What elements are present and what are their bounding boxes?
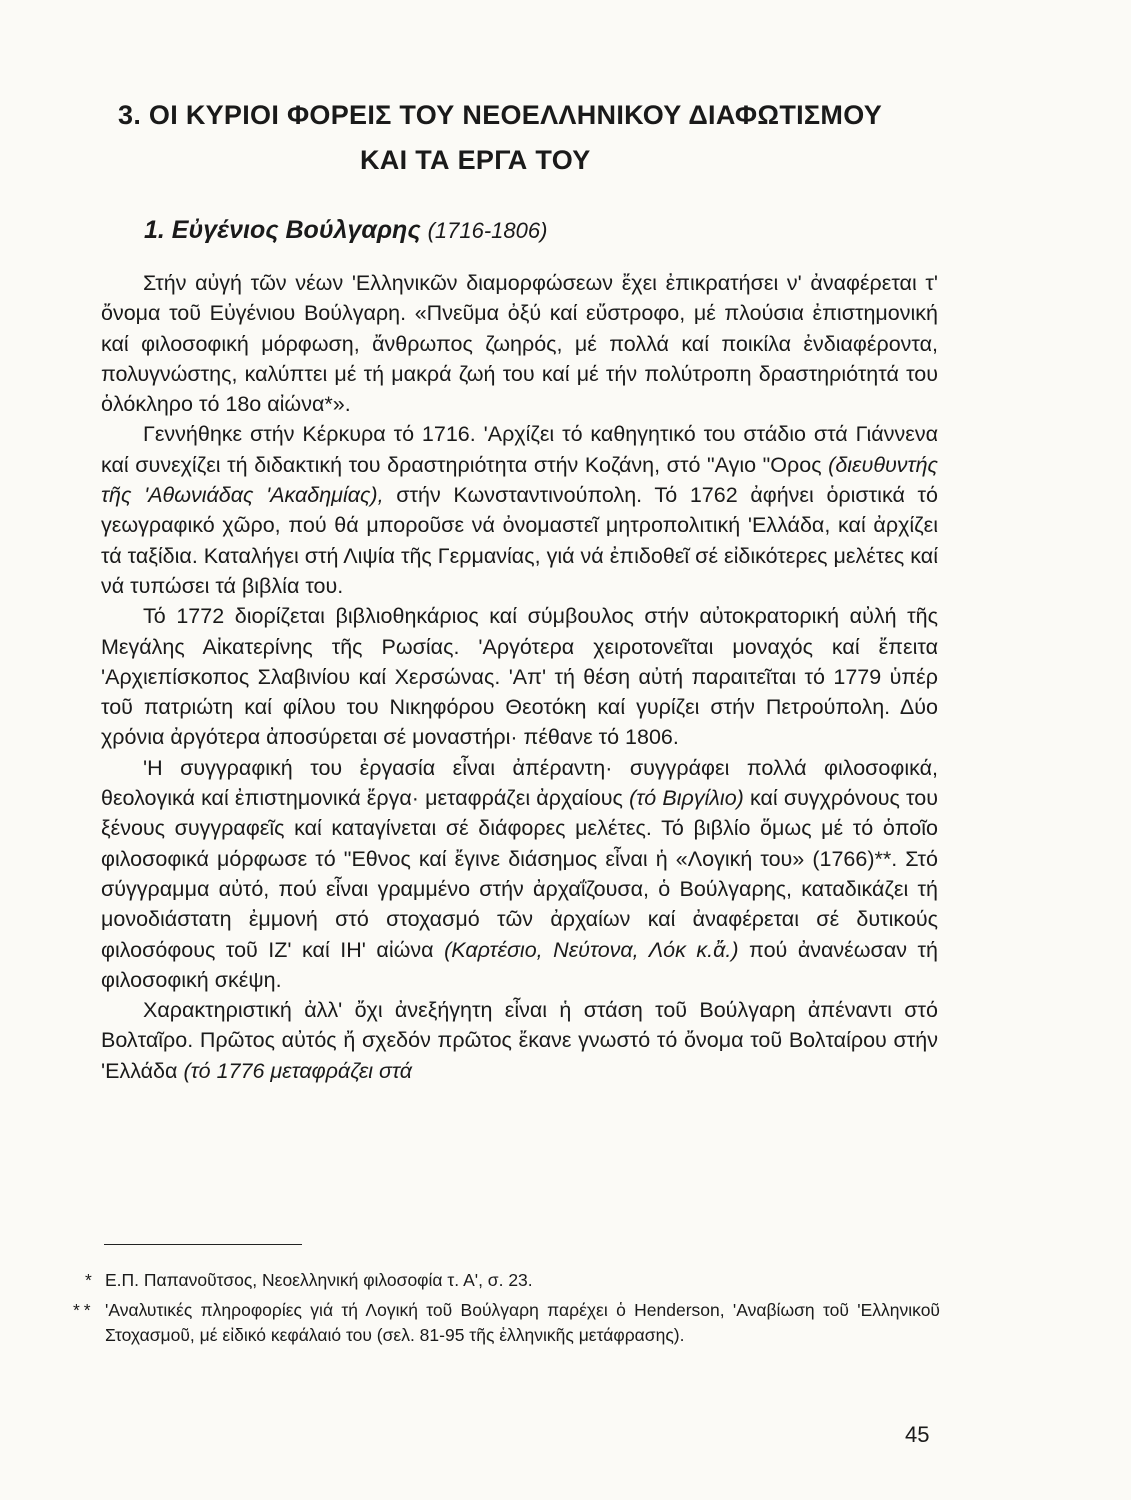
paragraph-4-part-e: πού ἀνανέωσαν τή φιλοσοφική σκέψη. (101, 937, 938, 992)
footnote-divider (104, 1244, 302, 1245)
paragraph-2-part-c: στήν Κωνσταντινούπολη. Τό 1762 ἀφήνει ὁριστικά τό γεωγραφικό χῶρο, πού θά μποροῦσε νά ὀνομαστεῖ μητροπολιτική 'Ελλάδα, καί ἀρχίζει τά ταξίδια. Καταλήγει στή Λιψία τῆς Γερμανίας, γιά νά ἐπιδοθεῖ σέ εἰδικότερες μελέτες καί νά τυπώσει τά βιβλία του. (101, 483, 938, 598)
chapter-title-line-1: 3. ΟΙ ΚΥΡΙΟΙ ΦΟΡΕΙΣ ΤΟΥ ΝΕΟΕΛΛΗΝΙΚΟΥ ΔΙΑΦΩΤΙΣΜΟΥ (118, 100, 883, 130)
paragraph-4-part-c: καί συγχρόνους του ξένους συγγραφεῖς καί καταγίνεται σέ διάφορες μελέτες. Τό βιβλίο ὅμως μέ τό ὁποῖο φιλοσοφικά μόρφωσε τό "Εθνος καί ἔγινε διάσημος εἶναι ἡ «Λογική του» (1766)**. Στό σύγγραμμα αὐτό, πού εἶναι γραμμένο στήν ἀρχαΐζουσα, ὁ Βούλγαρης, καταδικάζει τή μονοδιάστατη ἐμμονή στό στοχασμό τῶν ἀρχαίων καί ἀναφέρεται σέ δυτικούς φιλοσόφους τοῦ ΙΖ' καί ΙΗ' αἰώνα (101, 786, 938, 962)
footnote-2-text: 'Αναλυτικές πληροφορίες γιά τή Λογική τοῦ Βούλγαρη παρέχει ὁ Henderson, 'Αναβίωση τοῦ 'Ελληνικοῦ Στοχασμοῦ, μέ εἰδικό κεφάλαιό του (σελ. 81-95 τῆς ἑλληνικῆς μετάφρασης). (105, 1300, 940, 1345)
paragraph-5 (101, 995, 938, 1086)
paragraph-5-part-a: Χαρακτηριστική ἀλλ' ὄχι ἀνεξήγητη εἶναι ἡ στάση τοῦ Βούλγαρη ἀπέναντι στό Βολταῖρο. Πρῶτος αὐτός ἤ σχεδόν πρῶτος ἔκανε γνωστό τό ὄνομα τοῦ Βολταίρου στήν 'Ελλάδα (101, 998, 938, 1083)
footnote-1 (85, 1268, 940, 1293)
paragraph-4 (101, 753, 938, 995)
paragraph-4-italic-1: (τό Βιργίλιο) (629, 786, 744, 811)
footnote-2 (73, 1298, 940, 1348)
footnote-1-mark: * (85, 1270, 96, 1290)
paragraph-2-part-a: Γεννήθηκε στήν Κέρκυρα τό 1716. 'Αρχίζει τό καθηγητικό του στάδιο στά Γιάννενα καί συνεχίζει τή διδακτική του δραστηριότητα στήν Κοζάνη, στό "Αγιο "Ορος (101, 422, 938, 477)
section-title-dates: (1716-1806) (427, 218, 548, 243)
page-number: 45 (905, 1422, 930, 1447)
body-text (101, 268, 938, 1086)
chapter-title-line-2: ΚΑΙ ΤΑ ΕΡΓΑ ΤΟΥ (360, 145, 591, 175)
paragraph-1: Στήν αὐγή τῶν νέων 'Ελληνικῶν διαμορφώσεων ἔχει ἐπικρατήσει ν' ἀναφέρεται τ' ὄνομα τοῦ Εὐγένιου Βούλγαρη. «Πνεῦμα ὀξύ καί εὔστροφο, μέ πλούσια ἐπιστημονική καί φιλοσοφική μόρφωση, ἄνθρωπος ζωηρός, μέ πολλά καί ποικίλα ἐνδιαφέροντα, πολυγνώστης, καλύπτει μέ τή μακρά ζωή του καί μέ τήν πολύτροπη δραστηριότητά του ὁλόκληρο τό 18ο αἰώνα*». (101, 271, 938, 417)
footnote-2-mark: ** (73, 1300, 95, 1320)
paragraph-2 (101, 419, 938, 601)
footnotes (73, 1268, 940, 1353)
footnote-1-text: Ε.Π. Παπανοῦτσος, Νεοελληνική φιλοσοφία τ. Α', σ. 23. (105, 1270, 533, 1290)
paragraph-2-italic: (διευθυντής τῆς 'Αθωνιάδας 'Ακαδημίας), (101, 452, 938, 508)
paragraph-5-italic: (τό 1776 μεταφράζει στά (183, 1058, 413, 1083)
paragraph-4-italic-2: (Καρτέσιο, Νεύτονα, Λόκ κ.ἄ.) (444, 937, 739, 962)
section-title-name: 1. Εὐγένιος Βούλγαρης (144, 216, 421, 244)
paragraph-4-part-a: 'Η συγγραφική του ἐργασία εἶναι ἀπέραντη· συγγράφει πολλά φιλοσοφικά, θεολογικά καί ἐπιστημονικά ἔργα· μεταφράζει ἀρχαίους (101, 755, 938, 811)
paragraph-3: Τό 1772 διορίζεται βιβλιοθηκάριος καί σύμβουλος στήν αὐτοκρατορική αὐλή τῆς Μεγάλης Αἰκατερίνης τῆς Ρωσίας. 'Αργότερα χειροτονεῖται μοναχός καί ἔπειτα 'Αρχιεπίσκοπος Σλαβινίου καί Χερσώνας. 'Απ' τή θέση αὐτή παραιτεῖται τό 1779 ὑπέρ τοῦ πατριώτη καί φίλου του Νικηφόρου Θεοτόκη καί γυρίζει στήν Πετρούπολη. Δύο χρόνια ἀργότερα ἀποσύρεται σέ μοναστήρι· πέθανε τό 1806. (101, 604, 938, 750)
section-title (144, 216, 547, 245)
